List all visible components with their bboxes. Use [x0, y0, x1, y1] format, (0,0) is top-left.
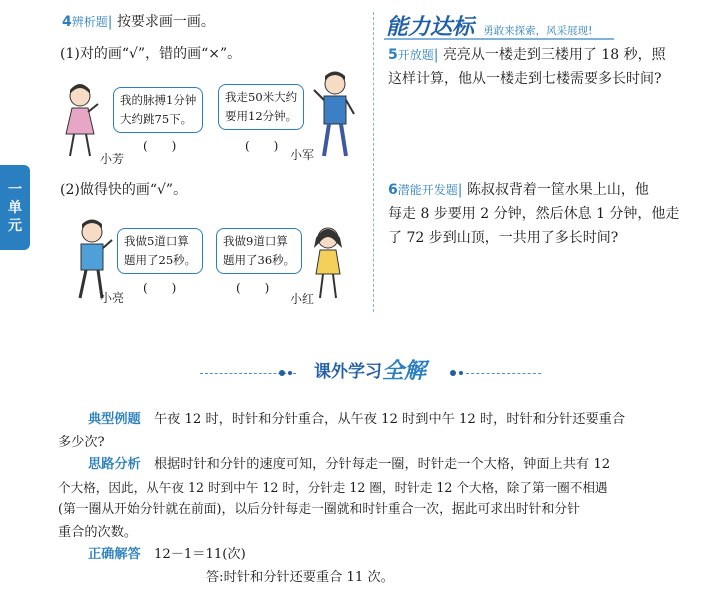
solution-answer: 答:时针和分针还要重合 11 次。 — [206, 569, 394, 585]
name-xiaojun: 小军 — [290, 148, 315, 162]
example-block — [58, 409, 698, 589]
banner-dot-right-small — [459, 371, 463, 375]
answer-blank-1[interactable]: ( ) — [143, 139, 177, 153]
analysis-line4: 重合的次数。 — [58, 524, 138, 540]
name-xiaofang: 小芳 — [100, 152, 125, 166]
example-line2: 多少次? — [58, 434, 105, 450]
banner-dot-left-small — [288, 371, 292, 375]
banner-dot-right — [450, 370, 456, 376]
solution-equation: 12－1＝11(次) — [153, 547, 246, 562]
answer-blank-2[interactable]: ( ) — [245, 139, 279, 153]
q5-number: 5 — [388, 47, 398, 63]
q6-tag: 潜能开发题 — [397, 183, 458, 197]
analysis-line1: 根据时针和分针的速度可知，分针每走一圈，时针走一个大格，钟面上共有 12 — [153, 457, 611, 472]
q5-block: 5开放题| 亮亮从一楼走到三楼用了 18 秒，照 这样计算，他从一楼走到七楼需要多长时间? — [388, 43, 708, 91]
q5-tag: 开放题 — [397, 48, 434, 62]
label-analysis: 思路分析 — [88, 457, 141, 472]
q4-heading: 4辨析题| 按要求画一画。 — [62, 14, 215, 30]
q4-number: 4 — [62, 14, 72, 30]
name-xiaohong: 小红 — [290, 292, 315, 306]
q4-part1: (1)对的画“√”，错的画“×”。 — [60, 46, 242, 62]
q6-line1: 陈叔叔背着一筐水果上山，他 — [466, 182, 649, 198]
bubble-xiaoliang: 我做5道口算 题用了25秒。 — [117, 228, 203, 274]
bubble-xiaojun: 我走50米大约 要用12分钟。 — [218, 84, 304, 130]
slogan: 勇敢来探索，风采展现! — [483, 25, 593, 37]
column-divider — [373, 12, 374, 312]
q4-tag: 辨析题 — [71, 15, 108, 29]
header-underline — [384, 36, 614, 42]
answer-blank-4[interactable]: ( ) — [236, 281, 270, 295]
bubble-xiaohong: 我做9道口算 题用了36秒。 — [216, 228, 302, 274]
section-banner: 课外学习 全解 — [313, 358, 426, 384]
q5-line2: 这样计算，他从一楼走到七楼需要多长时间? — [388, 71, 662, 87]
answer-blank-3[interactable]: ( ) — [143, 281, 177, 295]
q6-line2: 每走 8 步要用 2 分钟，然后休息 1 分钟，他走 — [388, 206, 680, 222]
q6-number: 6 — [388, 182, 398, 198]
unit-side-tab: 一 单 元 — [0, 165, 30, 250]
banner-dot-left — [279, 370, 285, 376]
banner-line-right — [466, 373, 541, 374]
q6-line3: 了 72 步到山顶，一共用了多长时间? — [388, 230, 619, 246]
q4-part2: (2)做得快的画“√”。 — [60, 182, 188, 198]
label-solution: 正确解答 — [88, 547, 141, 562]
example-line1: 午夜 12 时，时针和分针重合，从午夜 12 时到中午 12 时，时针和分针还要重合 — [153, 412, 626, 427]
girl-xiaofang-illustration — [58, 82, 100, 162]
ability-header: 能力达标 勇敢来探索，风采展现! — [386, 15, 593, 40]
analysis-line2: 个大格，因此，从午夜 12 时到中午 12 时，分针走 12 圈，时针走 12 个大格，除了第一圈不相遇 — [58, 479, 608, 495]
boy-xiaojun-illustration — [312, 70, 358, 162]
label-example: 典型例题 — [88, 412, 141, 427]
q4-text: 按要求画一画。 — [116, 14, 215, 30]
q6-block: 6潜能开发题| 陈叔叔背着一筐水果上山，他 每走 8 步要用 2 分钟，然后休息 1 分钟，他走 了 72 步到山顶，一共用了多长时间? — [388, 178, 708, 250]
name-xiaoliang: 小亮 — [100, 291, 125, 305]
bubble-xiaofang: 我的脉搏1分钟 大约跳75下。 — [113, 87, 203, 133]
q5-line1: 亮亮从一楼走到三楼用了 18 秒，照 — [442, 47, 666, 63]
analysis-line3: (第一圈从开始分针就在前面)，以后分针每走一圈就和时针重合一次，据此可求出时针和分针 — [58, 502, 580, 517]
